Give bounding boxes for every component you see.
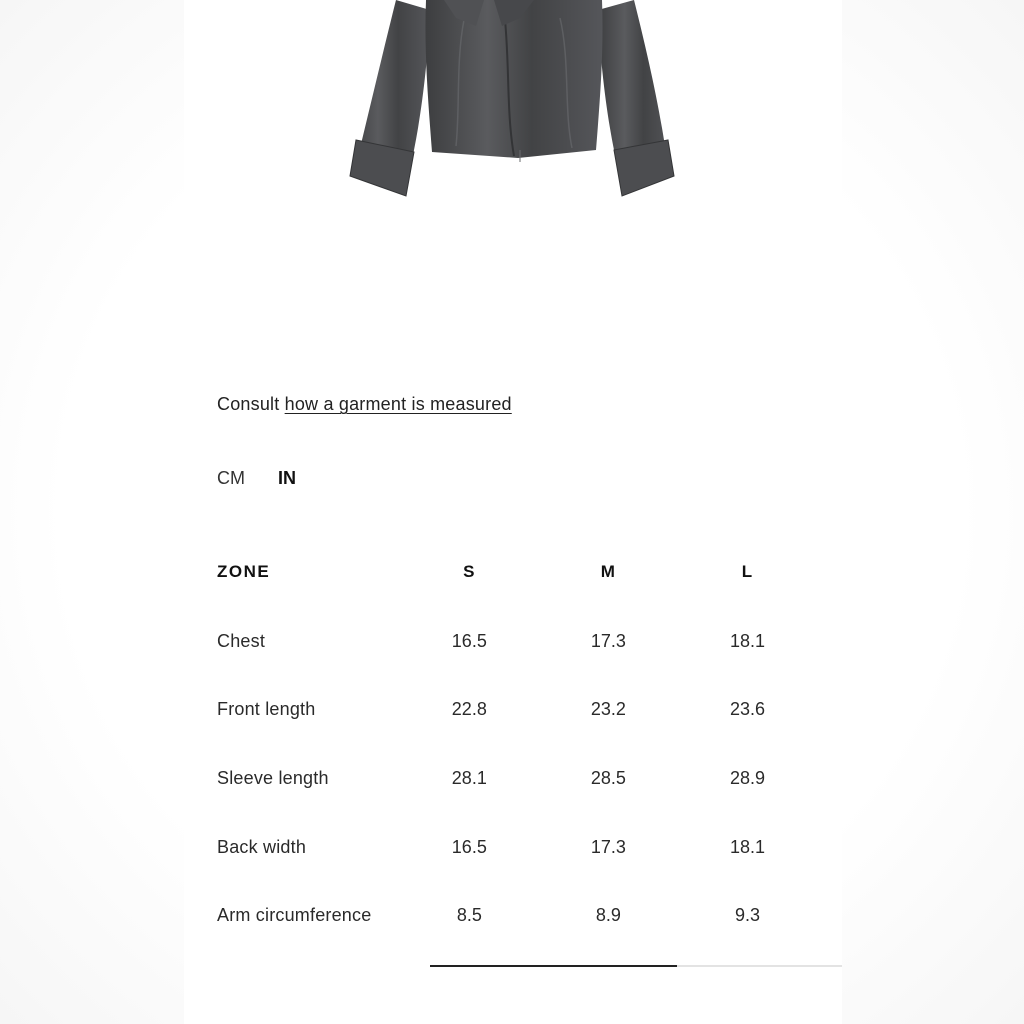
garment-image <box>334 0 694 210</box>
value-cell: 28.1 <box>451 767 487 788</box>
table-row <box>217 813 817 882</box>
value-cell: 16.5 <box>451 630 487 651</box>
value-cell: 17.3 <box>590 836 626 857</box>
value-cell: 28.9 <box>729 767 765 788</box>
value-cell: 18.1 <box>729 836 765 857</box>
size-table <box>217 538 817 950</box>
table-header-row <box>217 538 817 607</box>
table-row <box>217 881 817 950</box>
value-cell: 18.1 <box>729 630 765 651</box>
zone-cell: Chest <box>217 630 266 651</box>
value-cell: 16.5 <box>451 836 487 857</box>
zone-cell: Sleeve length <box>217 767 329 788</box>
value-cell: 28.5 <box>590 767 626 788</box>
table-row <box>217 675 817 744</box>
value-cell: 17.3 <box>590 630 626 651</box>
measure-guide-text <box>217 394 512 415</box>
how-measured-link[interactable]: how a garment is measured <box>284 394 512 414</box>
unit-option-cm[interactable]: CM <box>217 468 245 488</box>
value-cell: 23.2 <box>590 699 626 720</box>
value-cell: 9.3 <box>734 905 760 926</box>
zone-cell: Arm circumference <box>217 905 372 926</box>
column-header-l: L <box>741 562 754 582</box>
column-header-s: S <box>463 562 476 582</box>
scrollbar-thumb[interactable] <box>430 965 677 967</box>
table-row <box>217 607 817 676</box>
column-header-m: M <box>600 562 616 582</box>
value-cell: 8.5 <box>456 905 482 926</box>
value-cell: 22.8 <box>451 699 487 720</box>
size-guide-panel <box>184 0 842 1024</box>
zone-cell: Front length <box>217 699 316 720</box>
value-cell: 8.9 <box>595 905 621 926</box>
consult-prefix: Consult <box>217 394 280 414</box>
table-row <box>217 744 817 813</box>
value-cell: 23.6 <box>729 699 765 720</box>
unit-toggle <box>217 468 324 489</box>
column-header-zone: ZONE <box>217 562 271 582</box>
zone-cell: Back width <box>217 836 307 857</box>
unit-option-in[interactable]: IN <box>278 468 297 488</box>
horizontal-scrollbar[interactable] <box>430 965 842 967</box>
